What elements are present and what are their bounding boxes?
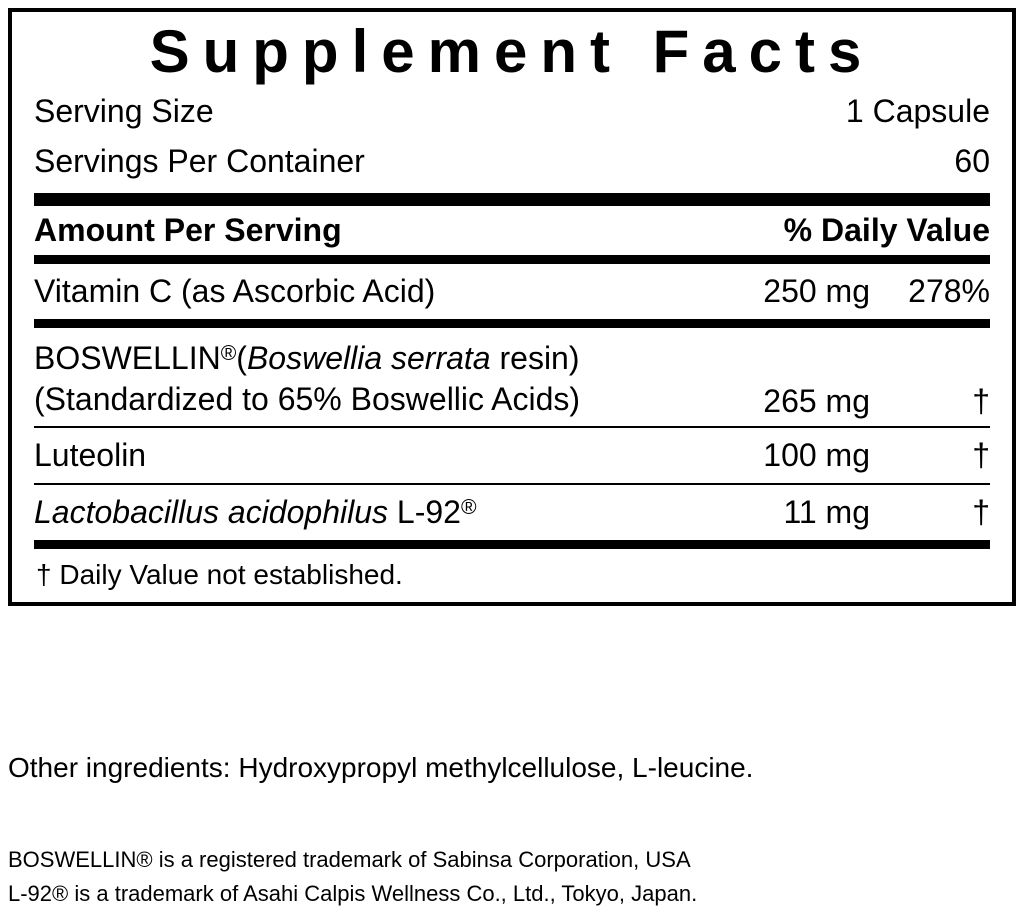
boswellin-standardized-text: (Standardized to 65% Boswellic Acids) xyxy=(34,380,581,417)
trademark-notices xyxy=(8,843,697,911)
ingredient-amount: 11 mg xyxy=(783,493,870,530)
daily-value-footnote: † Daily Value not established. xyxy=(36,558,403,590)
ingredient-daily-value: † xyxy=(972,382,990,419)
boswellia-serrata-italic: Boswellia serrata xyxy=(246,339,491,376)
nutrient-daily-value: 278% xyxy=(908,272,990,309)
table-row xyxy=(34,428,990,483)
ingredient-name-lactobacillus xyxy=(34,492,720,533)
other-ingredients-text: Other ingredients: Hydroxypropyl methylcellulose, L-leucine. xyxy=(8,752,754,783)
nutrient-name: Vitamin C (as Ascorbic Acid) xyxy=(34,272,436,309)
registered-mark-icon: ® xyxy=(460,495,477,519)
serving-size-label: Serving Size xyxy=(34,93,214,129)
registered-mark-icon: ® xyxy=(220,341,237,365)
serving-size-value: 1 Capsule xyxy=(845,93,990,129)
ingredient-name-boswellin xyxy=(34,338,720,420)
divider-medium-header xyxy=(34,255,990,264)
trademark-line-l92: L-92® is a trademark of Asahi Calpis Wellness Co., Ltd., Tokyo, Japan. xyxy=(8,881,698,907)
divider-medium-mid xyxy=(34,319,990,328)
table-header-row xyxy=(34,206,990,255)
servings-per-container-value: 60 xyxy=(954,142,990,179)
boswellin-resin-text: resin) xyxy=(490,339,580,376)
boswellin-paren-open: ( xyxy=(236,339,247,376)
servings-per-container-row xyxy=(34,137,990,187)
lactobacillus-italic: Lactobacillus acidophilus xyxy=(34,493,388,530)
ingredient-name-luteolin: Luteolin xyxy=(34,436,147,473)
table-row xyxy=(34,328,990,426)
ingredient-daily-value: † xyxy=(972,436,990,473)
amount-per-serving-label: Amount Per Serving xyxy=(34,211,342,248)
servings-per-container-label: Servings Per Container xyxy=(34,142,365,179)
daily-value-label: % Daily Value xyxy=(783,211,990,248)
ingredient-amount: 100 mg xyxy=(763,436,870,473)
ingredient-amount: 265 mg xyxy=(763,382,870,419)
nutrient-amount: 250 mg xyxy=(763,272,870,309)
divider-thick-top xyxy=(34,193,990,206)
serving-size-row xyxy=(34,87,990,137)
boswellin-text: BOSWELLIN xyxy=(34,339,221,376)
ingredient-daily-value: † xyxy=(972,493,990,530)
table-row xyxy=(34,264,990,319)
supplement-facts-panel xyxy=(8,8,1016,606)
divider-medium-bottom xyxy=(34,540,990,549)
panel-title: Supplement Facts xyxy=(149,18,875,85)
table-row xyxy=(34,485,990,540)
lactobacillus-strain: L-92 xyxy=(388,493,461,530)
trademark-line-boswellin: BOSWELLIN® is a registered trademark of Sabinsa Corporation, USA xyxy=(8,847,691,872)
